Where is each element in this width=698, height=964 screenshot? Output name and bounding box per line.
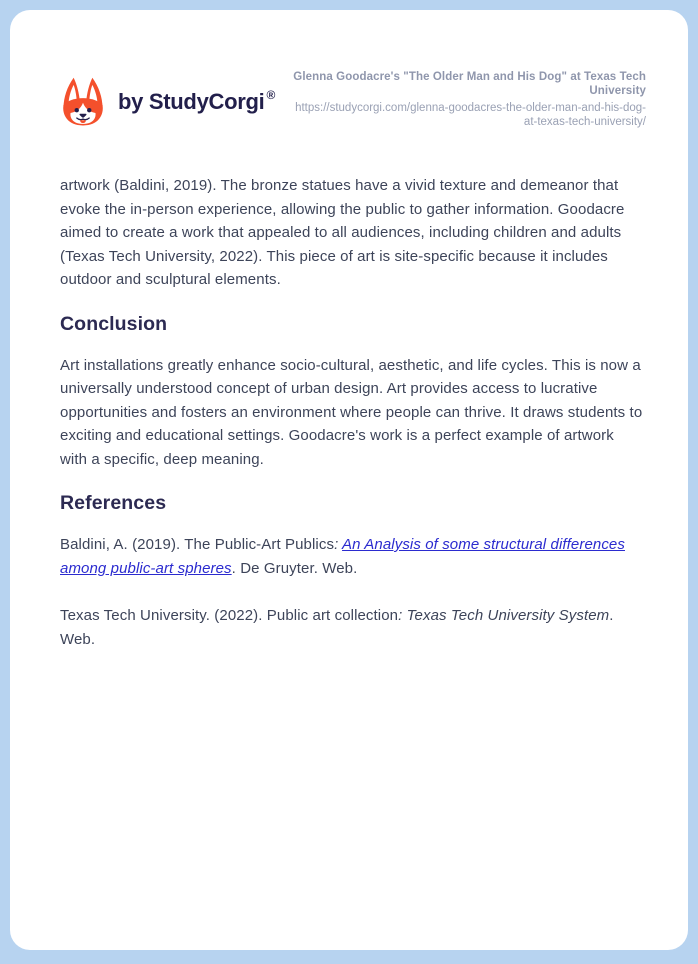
- reference-text: Texas Tech University. (2022). Public art collection: [60, 607, 399, 624]
- document-title: Glenna Goodacre's "The Older Man and His Dog" at Texas Tech University: [293, 71, 646, 97]
- document-url: https://studycorgi.com/glenna-goodacres-the-older-man-and-his-dog-at-texas-tech-university/: [295, 102, 646, 128]
- document-header: [10, 10, 688, 130]
- reference-separator: :: [334, 536, 343, 553]
- title-block: [292, 66, 646, 129]
- reference-item: [60, 604, 644, 651]
- section-heading-conclusion: Conclusion: [60, 312, 168, 335]
- reference-text: . Web.: [60, 607, 614, 648]
- reference-source-italic: Texas Tech University System: [406, 607, 610, 624]
- reference-text: . De Gruyter. Web.: [231, 559, 358, 577]
- studycorgi-brand: [58, 74, 273, 130]
- intro-paragraph: artwork (Baldini, 2019). The bronze statues have a vivid texture and demeanor that evoke the in-person experience, allowing the public to gather information. Goodacre aimed to create a work that appealed to all audiences, including children and adults (Texas Tech University, 2022). This piece of art is site-specific because it includes outdoor and sculptural elements.: [60, 177, 625, 288]
- reference-text: Baldini, A. (2019). The Public-Art Publics: [60, 536, 335, 553]
- document-content: [10, 130, 688, 651]
- section-heading-references: References: [60, 492, 167, 514]
- brand-name: [118, 89, 273, 115]
- reference-link[interactable]: An Analysis of some structural differences among public-art spheres: [60, 536, 625, 577]
- reference-item: [60, 533, 644, 580]
- reference-separator: :: [398, 607, 407, 624]
- corgi-logo-icon: [58, 74, 108, 130]
- conclusion-paragraph: Art installations greatly enhance socio-cultural, aesthetic, and life cycles. This is now a universally understood concept of urban design. Art provides access to lucrative opportunities and fosters an environment where people can thrive. It draws students to exciting and educational settings. Goodacre's work is a perfect example of artwork with a specific, deep meaning.: [60, 356, 643, 468]
- registered-mark: ®: [266, 87, 275, 102]
- brand-name-text: by StudyCorgi: [118, 89, 265, 114]
- document-card: [10, 10, 688, 950]
